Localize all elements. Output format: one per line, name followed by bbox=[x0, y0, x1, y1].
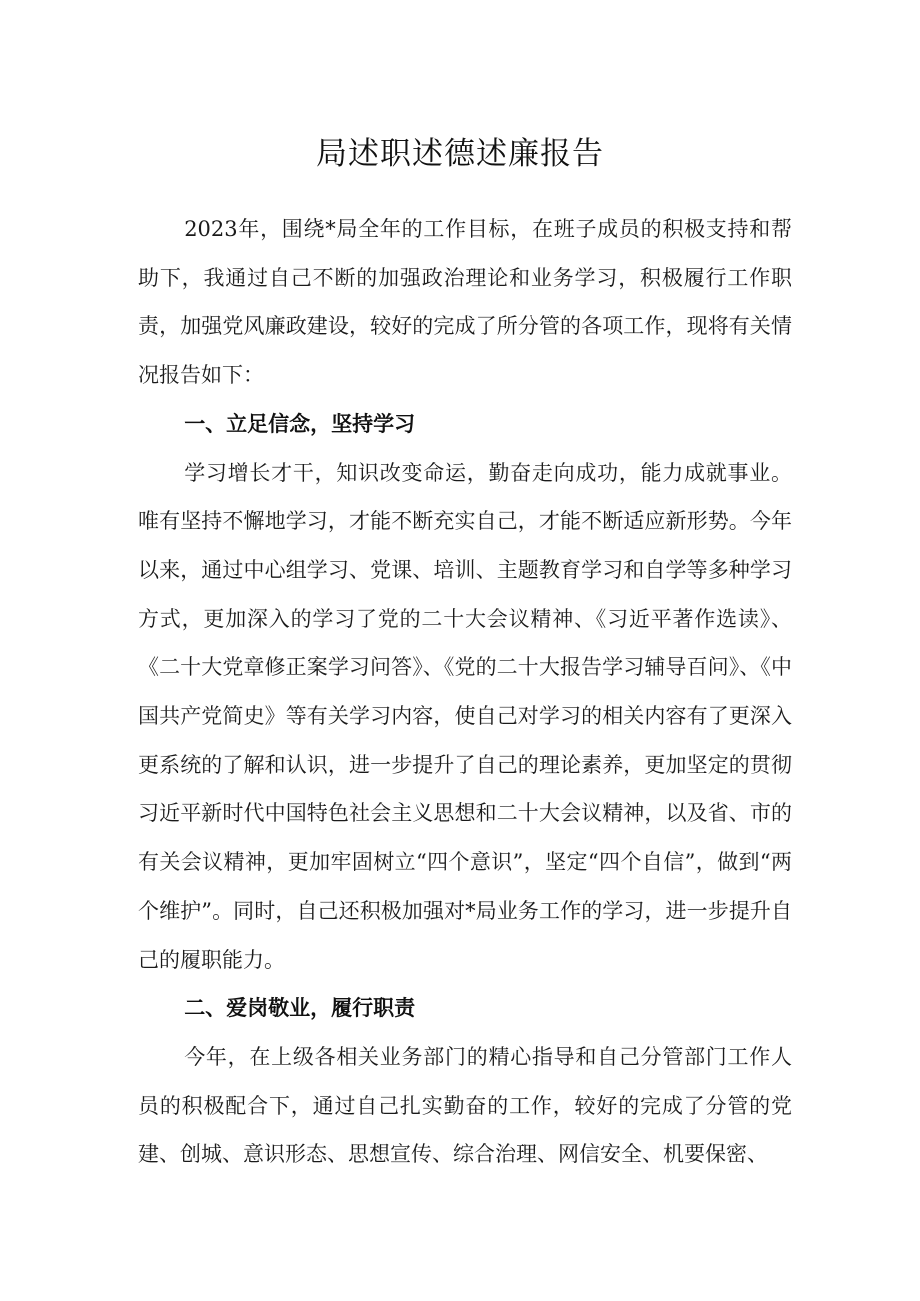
section-2-paragraph: 今年，在上级各相关业务部门的精心指导和自己分管部门工作人员的积极配合下，通过自己扎实勤奋的工作，较好的完成了分管的党建、创城、意识形态、思想宣传、综合治理、网信安全、机要保密、 bbox=[138, 1044, 792, 1167]
intro-paragraph: 2023年，围绕*局全年的工作目标，在班子成员的积极支持和帮助下，我通过自己不断的加强政治理论和业务学习，积极履行工作职责，加强党风廉政建设，较好的完成了所分管的各项工作，现将有关情况报告如下： bbox=[138, 217, 792, 388]
document-title: 局述职述德述廉报告 bbox=[316, 136, 604, 172]
document-body bbox=[138, 205, 792, 1179]
section-1-paragraph: 学习增长才干，知识改变命运，勤奋走向成功，能力成就事业。唯有坚持不懈地学习，才能不断充实自己，才能不断适应新形势。今年以来，通过中心组学习、党课、培训、主题教育学习和自学等多种学习方式，更加深入的学习了党的二十大会议精神、《习近平著作选读》、《二十大党章修正案学习问答》、《党的二十大报告学习辅导百问》、《中国共产党简史》等有关学习内容，使自己对学习的相关内容有了更深入更系统的了解和认识，进一步提升了自己的理论素养，更加坚定的贯彻习近平新时代中国特色社会主义思想和二十大会议精神，以及省、市的有关会议精神，更加牢固树立“四个意识”，坚定“四个自信”，做到“两个维护”。同时，自己还积极加强对*局业务工作的学习，进一步提升自己的履职能力。 bbox=[138, 460, 792, 972]
section-2-heading: 二、爱岗敬业，履行职责 bbox=[184, 996, 416, 1021]
section-1-heading: 一、立足信念，坚持学习 bbox=[184, 411, 416, 436]
